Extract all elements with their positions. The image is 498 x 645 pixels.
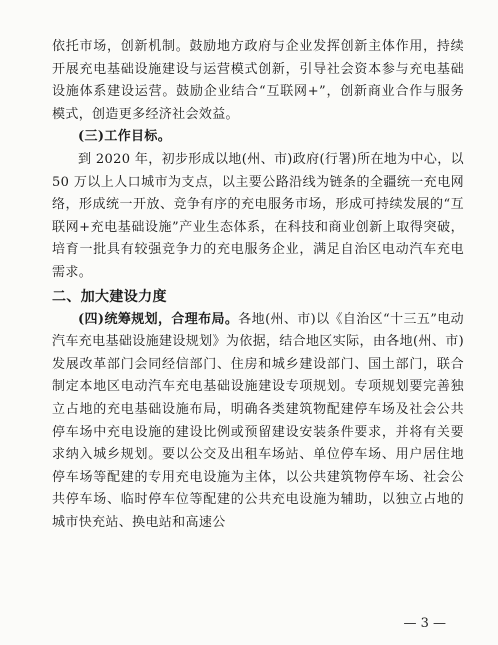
paragraph-planning-text: 各地(州、市)以《自治区“十三五”电动汽车充电基础设施建设规划》为依据，结合地区实际，由各地(州、市)发展改革部门会同经信部门、住房和城乡建设部门、国土部门，联合制定本地区电动汽车充电基础设施建设专项规划。专项规划要完善独立占地的充电基础设施布局，明确各类建筑物配建停车场及社会公共停车场中充电设施的建设比例或预留建设安装条件要求，并将有关要求纳入城乡规划。要以公交及出租车场站、单位停车场、用户居住地停车场等配建的专用充电设施为主体，以公共建筑物停车场、社会公共停车场、临时停车位等配建的公共充电设施为辅助，以独立占地的城市快充站、换电站和高速公 (52, 311, 464, 530)
section-heading: 二、加大建设力度 (52, 288, 167, 305)
paragraph-planning-lead: (四)统筹规划，合理布局。 (78, 311, 239, 327)
paragraph-mechanism: 依托市场，创新机制。鼓励地方政府与企业发挥创新主体作用，持续开展充电基础设施建设与运营模式创新，引导社会资本参与充电基础设施体系建设运营。鼓励企业结合“互联网+”，创新商业合作与服务模式，创造更多经济社会效益。 (52, 39, 464, 122)
paragraph-goals: 到 2020 年，初步形成以地(州、市)政府(行署)所在地为中心，以 50 万以上人口城市为支点，以主要公路沿线为链条的全疆统一充电网络，形成统一开放、竞争有序的充电服务市场，形成可持续发展的“互联网+充电基础设施”产业生态体系，在科技和商业创新上取得突破，培育一批具有较强竞争力的充电服务企业，满足自治区电动汽车充电需求。 (52, 151, 464, 280)
document-body (52, 36, 464, 534)
subheading-work-goals: (三)工作目标。 (78, 129, 172, 145)
page-number: — 3 — (403, 616, 446, 631)
paragraph-planning (52, 309, 464, 535)
